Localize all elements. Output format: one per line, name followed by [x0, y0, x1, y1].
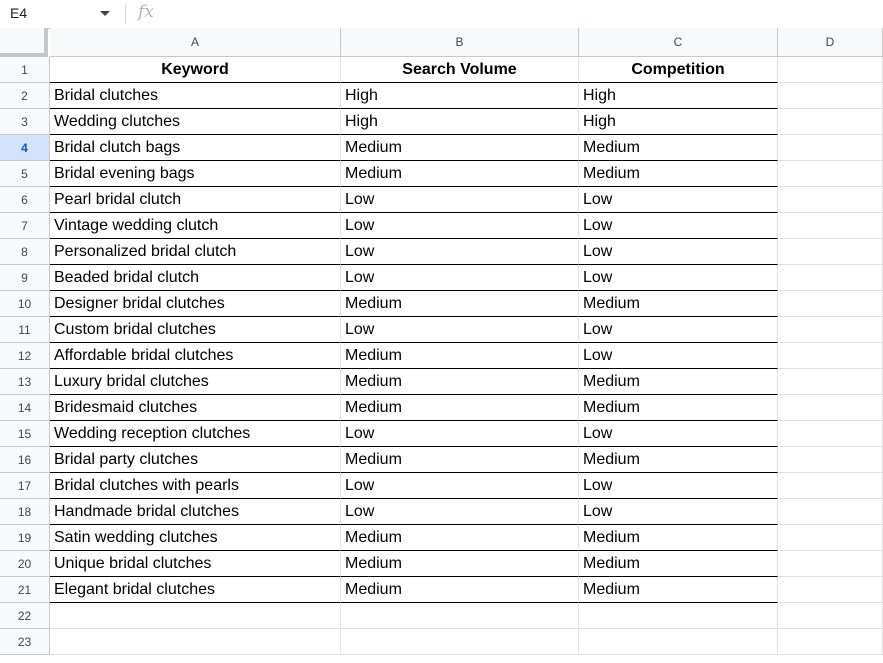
cell-b1[interactable]: Search Volume — [341, 57, 579, 83]
cell-c13[interactable]: Medium — [579, 369, 778, 395]
cell-c11[interactable]: Low — [579, 317, 778, 343]
cell-b14[interactable]: Medium — [341, 395, 579, 421]
cell-reference[interactable]: E4 — [10, 5, 28, 21]
formula-bar — [0, 0, 883, 29]
cell-a10[interactable]: Designer bridal clutches — [50, 291, 341, 317]
name-box[interactable] — [0, 0, 120, 28]
cell-d17[interactable] — [778, 473, 883, 499]
cell-b18[interactable]: Low — [341, 499, 579, 525]
cell-c12[interactable]: Low — [579, 343, 778, 369]
cell-d19[interactable] — [778, 525, 883, 551]
row-header-20[interactable]: 20 — [0, 551, 50, 577]
cell-b13[interactable]: Medium — [341, 369, 579, 395]
row-header-9[interactable]: 9 — [0, 265, 50, 291]
cell-b10[interactable]: Medium — [341, 291, 579, 317]
row-header-3[interactable]: 3 — [0, 109, 50, 135]
cell-a18[interactable]: Handmade bridal clutches — [50, 499, 341, 525]
cell-c7[interactable]: Low — [579, 213, 778, 239]
cell-d8[interactable] — [778, 239, 883, 265]
cell-b19[interactable]: Medium — [341, 525, 579, 551]
cell-b3[interactable]: High — [341, 109, 579, 135]
column-header-c[interactable]: C — [579, 28, 778, 57]
cell-a23[interactable] — [50, 629, 341, 655]
cell-c14[interactable]: Medium — [579, 395, 778, 421]
cell-a21[interactable]: Elegant bridal clutches — [50, 577, 341, 603]
row-header-18[interactable]: 18 — [0, 499, 50, 525]
cell-d20[interactable] — [778, 551, 883, 577]
cell-c20[interactable]: Medium — [579, 551, 778, 577]
cell-c22[interactable] — [579, 603, 778, 629]
cell-d5[interactable] — [778, 161, 883, 187]
cell-c2[interactable]: High — [579, 83, 778, 109]
cell-b17[interactable]: Low — [341, 473, 579, 499]
cell-a4[interactable]: Bridal clutch bags — [50, 135, 341, 161]
cell-b4[interactable]: Medium — [341, 135, 579, 161]
cell-d23[interactable] — [778, 629, 883, 655]
cell-d10[interactable] — [778, 291, 883, 317]
cell-d2[interactable] — [778, 83, 883, 109]
row-header-10[interactable]: 10 — [0, 291, 50, 317]
cell-a16[interactable]: Bridal party clutches — [50, 447, 341, 473]
row-header-17[interactable]: 17 — [0, 473, 50, 499]
cell-b7[interactable]: Low — [341, 213, 579, 239]
cell-d14[interactable] — [778, 395, 883, 421]
row-header-8[interactable]: 8 — [0, 239, 50, 265]
cell-a9[interactable]: Beaded bridal clutch — [50, 265, 341, 291]
cell-b8[interactable]: Low — [341, 239, 579, 265]
cell-c6[interactable]: Low — [579, 187, 778, 213]
row-header-19[interactable]: 19 — [0, 525, 50, 551]
row-header-7[interactable]: 7 — [0, 213, 50, 239]
cell-b9[interactable]: Low — [341, 265, 579, 291]
cell-d7[interactable] — [778, 213, 883, 239]
cell-d15[interactable] — [778, 421, 883, 447]
row-header-12[interactable]: 12 — [0, 343, 50, 369]
cell-d12[interactable] — [778, 343, 883, 369]
row-header-21[interactable]: 21 — [0, 577, 50, 603]
row-header-22[interactable]: 22 — [0, 603, 50, 629]
cell-b20[interactable]: Medium — [341, 551, 579, 577]
cell-d6[interactable] — [778, 187, 883, 213]
column-header-b[interactable]: B — [341, 28, 579, 57]
select-all-corner[interactable] — [0, 28, 48, 57]
cell-b15[interactable]: Low — [341, 421, 579, 447]
cell-a1[interactable]: Keyword — [50, 57, 341, 83]
row-header-4[interactable]: 4 — [0, 135, 50, 161]
row-header-11[interactable]: 11 — [0, 317, 50, 343]
cell-d13[interactable] — [778, 369, 883, 395]
cell-b6[interactable]: Low — [341, 187, 579, 213]
row-header-6[interactable]: 6 — [0, 187, 50, 213]
cell-c9[interactable]: Low — [579, 265, 778, 291]
row-header-14[interactable]: 14 — [0, 395, 50, 421]
cell-c19[interactable]: Medium — [579, 525, 778, 551]
cell-d11[interactable] — [778, 317, 883, 343]
cell-c21[interactable]: Medium — [579, 577, 778, 603]
cell-b5[interactable]: Medium — [341, 161, 579, 187]
cell-d9[interactable] — [778, 265, 883, 291]
cell-a19[interactable]: Satin wedding clutches — [50, 525, 341, 551]
column-header-a[interactable]: A — [50, 28, 341, 57]
cell-c1[interactable]: Competition — [579, 57, 778, 83]
cell-c5[interactable]: Medium — [579, 161, 778, 187]
cell-a14[interactable]: Bridesmaid clutches — [50, 395, 341, 421]
cell-d16[interactable] — [778, 447, 883, 473]
cell-a15[interactable]: Wedding reception clutches — [50, 421, 341, 447]
cell-a6[interactable]: Pearl bridal clutch — [50, 187, 341, 213]
chevron-down-icon[interactable] — [100, 11, 110, 16]
cell-b12[interactable]: Medium — [341, 343, 579, 369]
cell-b11[interactable]: Low — [341, 317, 579, 343]
cell-c18[interactable]: Low — [579, 499, 778, 525]
fx-icon: fx — [138, 2, 154, 22]
row-header-2[interactable]: 2 — [0, 83, 50, 109]
cell-a8[interactable]: Personalized bridal clutch — [50, 239, 341, 265]
cell-a22[interactable] — [50, 603, 341, 629]
cell-c10[interactable]: Medium — [579, 291, 778, 317]
cell-d4[interactable] — [778, 135, 883, 161]
cell-d22[interactable] — [778, 603, 883, 629]
cell-b21[interactable]: Medium — [341, 577, 579, 603]
cell-c23[interactable] — [579, 629, 778, 655]
row-header-5[interactable]: 5 — [0, 161, 50, 187]
cell-a17[interactable]: Bridal clutches with pearls — [50, 473, 341, 499]
formula-bar-divider — [125, 4, 126, 24]
cell-a3[interactable]: Wedding clutches — [50, 109, 341, 135]
cell-c16[interactable]: Medium — [579, 447, 778, 473]
cell-a12[interactable]: Affordable bridal clutches — [50, 343, 341, 369]
cell-a11[interactable]: Custom bridal clutches — [50, 317, 341, 343]
cell-d1[interactable] — [778, 57, 883, 83]
cell-b2[interactable]: High — [341, 83, 579, 109]
cell-a20[interactable]: Unique bridal clutches — [50, 551, 341, 577]
row-header-1[interactable]: 1 — [0, 57, 50, 83]
cell-c15[interactable]: Low — [579, 421, 778, 447]
cell-a13[interactable]: Luxury bridal clutches — [50, 369, 341, 395]
cell-b22[interactable] — [341, 603, 579, 629]
row-header-23[interactable]: 23 — [0, 629, 50, 655]
cell-c3[interactable]: High — [579, 109, 778, 135]
row-header-15[interactable]: 15 — [0, 421, 50, 447]
cell-b16[interactable]: Medium — [341, 447, 579, 473]
row-header-16[interactable]: 16 — [0, 447, 50, 473]
cell-a5[interactable]: Bridal evening bags — [50, 161, 341, 187]
row-header-13[interactable]: 13 — [0, 369, 50, 395]
cell-c4[interactable]: Medium — [579, 135, 778, 161]
column-header-d[interactable]: D — [778, 28, 883, 57]
cell-c8[interactable]: Low — [579, 239, 778, 265]
cell-d21[interactable] — [778, 577, 883, 603]
cell-c17[interactable]: Low — [579, 473, 778, 499]
cell-b23[interactable] — [341, 629, 579, 655]
cell-a7[interactable]: Vintage wedding clutch — [50, 213, 341, 239]
cell-a2[interactable]: Bridal clutches — [50, 83, 341, 109]
cell-d18[interactable] — [778, 499, 883, 525]
cell-d3[interactable] — [778, 109, 883, 135]
